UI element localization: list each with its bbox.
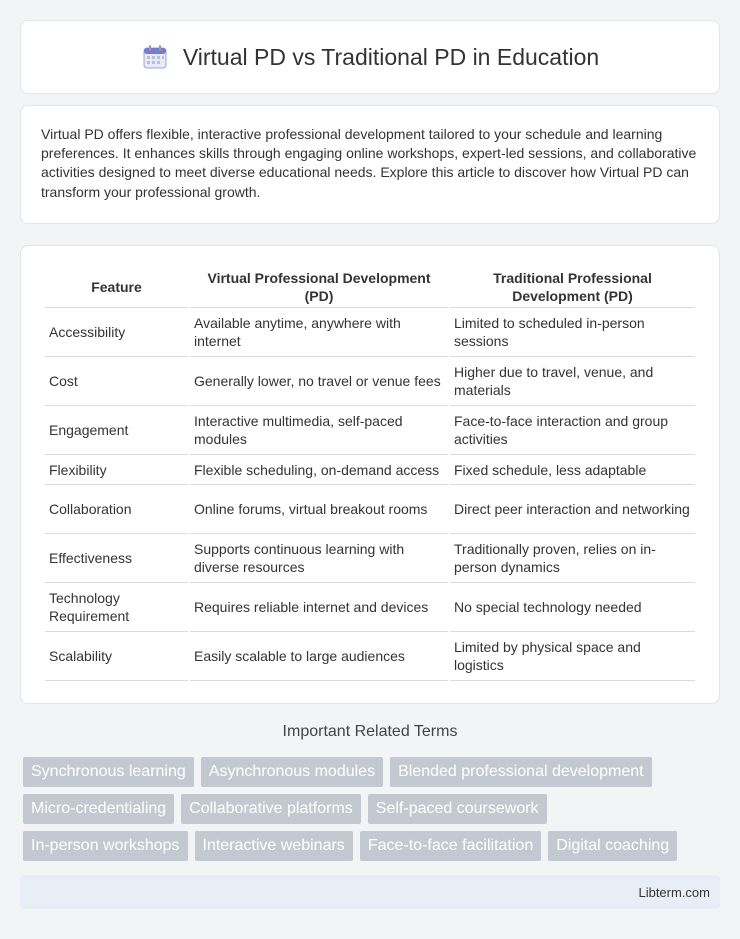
table-cell: Requires reliable internet and devices [190, 583, 448, 632]
calendar-icon [141, 43, 169, 71]
related-term-tag[interactable]: Synchronous learning [23, 757, 194, 787]
table-row [45, 406, 695, 455]
table-cell: Effectiveness [45, 534, 188, 583]
related-terms-title: Important Related Terms [282, 723, 458, 740]
table-cell: Traditionally proven, relies on in-person dynamics [450, 534, 695, 583]
table-cell: Scalability [45, 632, 188, 681]
table-cell: Technology Requirement [45, 583, 188, 632]
table-cell: Interactive multimedia, self-paced modules [190, 406, 448, 455]
table-cell: Face-to-face interaction and group activities [450, 406, 695, 455]
related-term-tag[interactable]: Interactive webinars [195, 831, 353, 861]
comparison-card [20, 245, 720, 704]
table-cell: Available anytime, anywhere with internet [190, 308, 448, 357]
table-row [45, 485, 695, 534]
table-cell: Limited to scheduled in-person sessions [450, 308, 695, 357]
related-term-tag[interactable]: Self-paced coursework [368, 794, 547, 824]
table-cell: Collaboration [45, 485, 188, 534]
footer [20, 875, 720, 909]
table-cell: Flexible scheduling, on-demand access [190, 455, 448, 485]
table-row [45, 455, 695, 485]
header-card [20, 20, 720, 94]
table-cell: Supports continuous learning with diverse resources [190, 534, 448, 583]
related-term-tag[interactable]: Collaborative platforms [181, 794, 361, 824]
intro-text: Virtual PD offers flexible, interactive professional development tailored to your schedule and learning preferences. It enhances skills through engaging online workshops, expert-led sessions, and collaborative activities designed to meet diverse educational needs. Explore this article to discover how Virtual PD can transform your professional growth. [41, 126, 697, 200]
comparison-table [43, 265, 697, 681]
table-cell: Flexibility [45, 455, 188, 485]
table-row [45, 308, 695, 357]
related-term-tag[interactable]: Asynchronous modules [201, 757, 383, 787]
footer-brand-link[interactable]: Libterm.com [638, 884, 710, 900]
table-cell: No special technology needed [450, 583, 695, 632]
table-cell: Cost [45, 357, 188, 406]
table-row [45, 534, 695, 583]
page-title: Virtual PD vs Traditional PD in Education [182, 43, 600, 70]
related-term-tag[interactable]: Blended professional development [390, 757, 652, 787]
table-cell: Generally lower, no travel or venue fees [190, 357, 448, 406]
table-cell: Limited by physical space and logistics [450, 632, 695, 681]
column-header: Feature [45, 265, 188, 308]
intro-card [20, 105, 720, 224]
table-row [45, 357, 695, 406]
table-cell: Accessibility [45, 308, 188, 357]
related-term-tag[interactable]: In-person workshops [23, 831, 188, 861]
related-terms-list [23, 757, 703, 861]
table-cell: Direct peer interaction and networking [450, 485, 695, 534]
related-term-tag[interactable]: Face-to-face facilitation [360, 831, 541, 861]
table-header-row [45, 265, 695, 308]
table-cell: Online forums, virtual breakout rooms [190, 485, 448, 534]
column-header: Virtual Professional Development (PD) [190, 265, 448, 308]
table-row [45, 632, 695, 681]
table-cell: Fixed schedule, less adaptable [450, 455, 695, 485]
table-row [45, 583, 695, 632]
related-term-tag[interactable]: Micro-credentialing [23, 794, 174, 824]
column-header: Traditional Professional Development (PD) [450, 265, 695, 308]
table-cell: Engagement [45, 406, 188, 455]
table-cell: Higher due to travel, venue, and materials [450, 357, 695, 406]
related-term-tag[interactable]: Digital coaching [548, 831, 677, 861]
table-cell: Easily scalable to large audiences [190, 632, 448, 681]
